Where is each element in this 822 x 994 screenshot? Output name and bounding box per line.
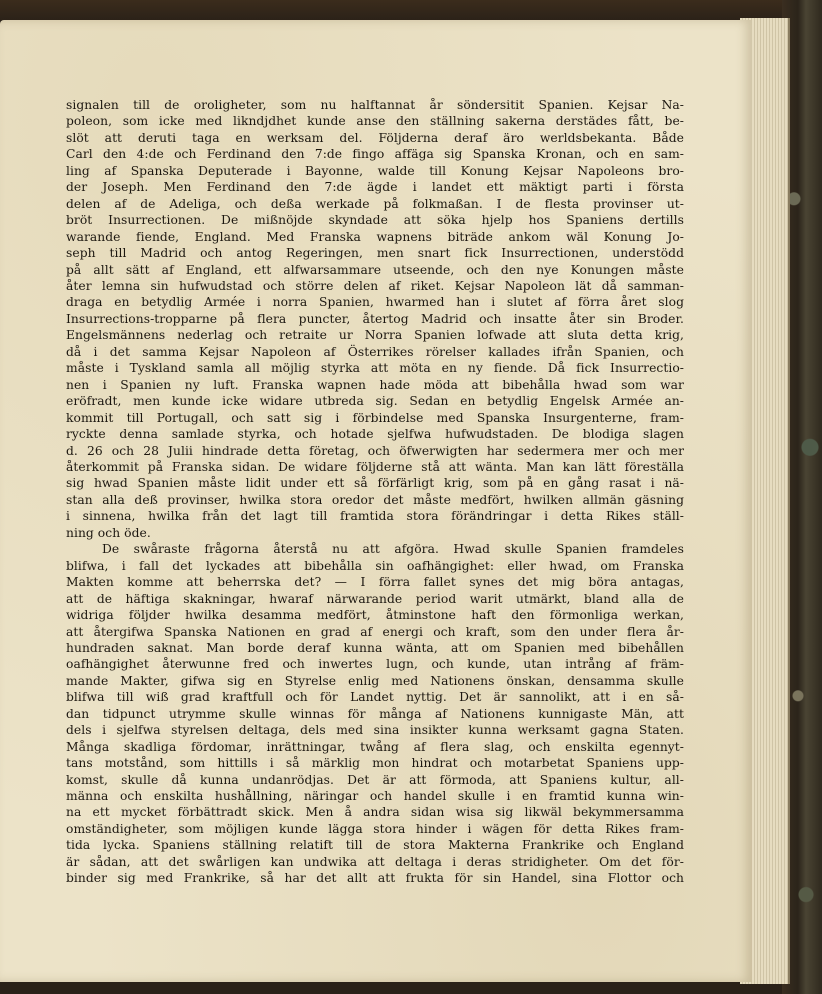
body-text xyxy=(66,97,684,887)
text-line: måste i Tyskland samla all möjlig styrka att möta en ny fiende. Då fick Insurrectio- xyxy=(66,361,684,376)
text-line: blifwa, i fall det lyckades att bibehålla sin oafhängighet: eller hwad, om Franska xyxy=(66,558,684,573)
text-line: widriga följder hwilka desamma medfört, åtminstone haft den förmonliga werkan, xyxy=(66,608,684,623)
text-line: att återgifwa Spanska Nationen en grad af energi och kraft, som den under flera år- xyxy=(66,624,684,639)
text-line: tans motstånd, som hittills i så märklig mon hindrat och motarbetat Spaniens upp- xyxy=(66,756,684,771)
text-line: ning och öde. xyxy=(66,525,151,540)
text-line: Insurrections-tropparne på flera puncter, återtog Madrid och insatte åter sin Broder. xyxy=(66,311,684,326)
text-line: d. 26 och 28 Julii hindrade detta företag, och öfwerwigten har sedermera mer och mer xyxy=(66,443,684,458)
text-line: Många skadliga fördomar, inrättningar, twång af flera slag, och enskilta egennyt- xyxy=(66,739,684,754)
text-line: kommit till Portugall, och satt sig i förbindelse med Spanska Insurgenterne, fram- xyxy=(66,410,684,425)
text-line: binder sig med Frankrike, så har det allt att frukta för sin Handel, sina Flottor och xyxy=(66,871,684,886)
text-line: tida lycka. Spaniens ställning relatift till de stora Makterna Frankrike och England xyxy=(66,838,684,853)
text-line: i sinnena, hwilka från det lagt till framtida stora förändringar i detta Rikes ställ- xyxy=(66,509,684,524)
text-line: na ett mycket förbättradt skick. Men å andra sidan wisa sig likwäl bekymmersamma xyxy=(66,805,684,820)
text-line: poleon, som icke med likndjdhet kunde anse den ställning sakerna derstädes fått, be- xyxy=(66,114,684,129)
text-line: återkommit på Franska sidan. De widare följderne stå att wänta. Man kan lätt föreställa xyxy=(66,459,684,474)
text-line: slöt att deruti taga en werksam del. Följderna deraf äro werldsbekanta. Både xyxy=(66,130,684,145)
text-line: ling af Spanska Deputerade i Bayonne, walde till Konung Kejsar Napoleons bro- xyxy=(66,163,684,178)
text-line: oafhängighet återwunne fred och inwertes lugn, och kunde, utan intrång af främ- xyxy=(66,657,684,672)
text-line: signalen till de oroligheter, som nu halftannat år söndersitit Spanien. Kejsar Na- xyxy=(66,98,684,112)
text-line: bröt Insurrectionen. De mißnöjde skyndade att söka hjelp hos Spaniens dertills xyxy=(66,213,684,228)
text-line: seph till Madrid och antog Regeringen, men snart fick Insurrectionen, understödd xyxy=(66,246,684,261)
text-line: åter lemna sin hufwudstad och större delen af riket. Kejsar Napoleon lät då samman- xyxy=(66,278,684,293)
text-line: mande Makter, gifwa sig en Styrelse enlig med Nationens önskan, densamma skulle xyxy=(66,673,684,688)
text-line: der Joseph. Men Ferdinand den 7:de ägde i landet ett mäktigt parti i första xyxy=(66,180,684,195)
text-line: på allt sätt af England, ett alfwarsammare utseende, och den nye Konungen måste xyxy=(66,262,684,277)
text-line: då i det samma Kejsar Napoleon af Österrikes rörelser kallades ifrån Spanien, och xyxy=(66,344,684,359)
text-line: att de häftiga skakningar, hwaraf närwarande period warit utmärkt, bland alla de xyxy=(66,591,684,606)
text-line: Engelsmännens nederlag och retraite ur Norra Spanien lofwade att sluta detta krig, xyxy=(66,328,684,343)
text-line: De swåraste frågorna återstå nu att afgöra. Hwad skulle Spanien framdeles xyxy=(102,542,684,557)
text-line: är sådan, att det swårligen kan undwika att deltaga i deras stridigheter. Om det för- xyxy=(66,854,684,869)
text-line: delen af de Adeliga, och deßa werkade på folkmaßan. I de flesta provinser ut- xyxy=(66,196,684,211)
text-line: blifwa till wiß grad kraftfull och för Landet nyttig. Det är sannolikt, att i en så- xyxy=(66,690,684,705)
text-line: Carl den 4:de och Ferdinand den 7:de fingo affäga sig Spanska Kronan, och en sam- xyxy=(66,147,684,162)
text-line: stan alla deß provinser, hwilka stora oredor det måste medfört, hwilken allmän gäsning xyxy=(66,492,684,507)
text-line: dan tidpunct utrymme skulle winnas för många af Nationens kunnigaste Män, att xyxy=(66,706,684,721)
text-line: ryckte denna samlade styrka, och hotade sjelfwa hufwudstaden. De blodiga slagen xyxy=(66,427,684,442)
text-line: komst, skulle då kunna undanrödjas. Det är att förmoda, att Spaniens kultur, all- xyxy=(66,772,684,787)
book-page xyxy=(0,20,752,982)
text-line: omständigheter, som möjligen kunde lägga stora hinder i wägen för detta Rikes fram- xyxy=(66,821,684,836)
text-line: dels i sjelfwa styrelsen deltaga, dels med sina insikter kunna werksamt gagna Staten. xyxy=(66,723,684,738)
text-line: Makten komme att beherrska det? — I förra fallet synes det mig böra antagas, xyxy=(66,575,684,590)
text-line: männa och enskilta hushållning, näringar och handel skulle i en framtid kunna win- xyxy=(66,789,684,804)
text-line: eröfradt, men kunde icke widare utbreda sig. Sedan en betydlig Engelsk Armée an- xyxy=(66,394,684,409)
text-line: sig hwad Spanien måste lidit under ett så förfärligt krig, som på en gång rasat i nä- xyxy=(66,476,684,491)
text-line: warande fiende, England. Med Franska wapnens biträde ankom wäl Konung Jo- xyxy=(66,229,684,244)
book-top-edge xyxy=(0,0,822,22)
text-line: draga en betydlig Armée i norra Spanien, hwarmed han i slutet af förra året slog xyxy=(66,295,684,310)
text-line: hundraden saknat. Man borde deraf kunna wänta, att om Spanien med bibehållen xyxy=(66,640,684,655)
text-line: nen i Spanien ny luft. Franska wapnen hade möda att bibehålla hwad som war xyxy=(66,377,684,392)
